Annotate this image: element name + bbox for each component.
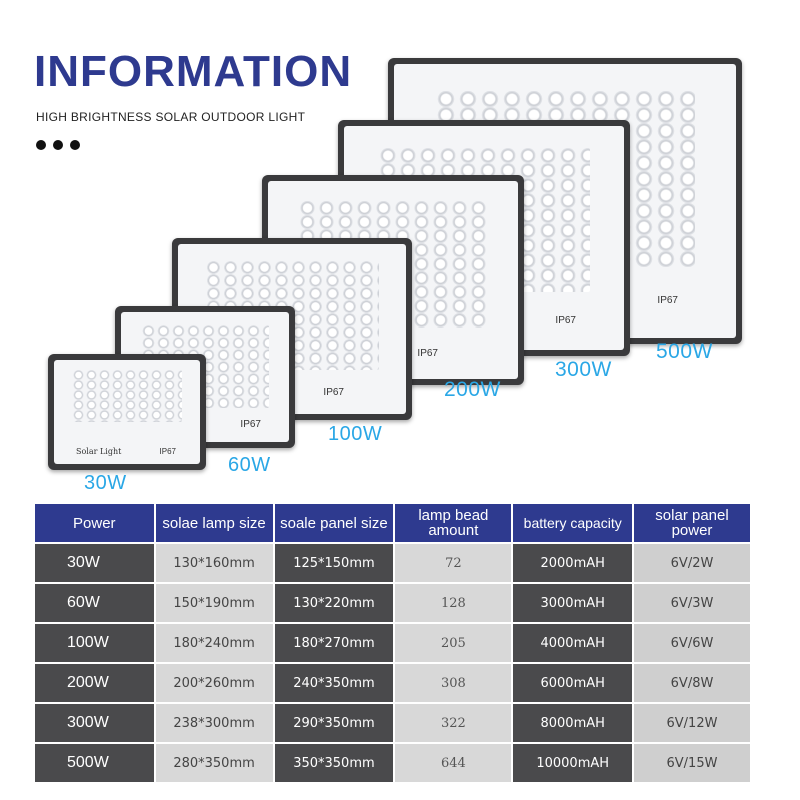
ip-rating: IP67 <box>323 387 344 398</box>
cell-power: 30W <box>35 544 154 582</box>
cell-power: 200W <box>35 664 154 702</box>
cell-battery: 3000mAH <box>513 584 632 622</box>
dot-icon <box>53 140 63 150</box>
dot-icon <box>70 140 80 150</box>
page-title: INFORMATION <box>34 47 353 96</box>
cell-battery: 6000mAH <box>513 664 632 702</box>
cell-power: 300W <box>35 704 154 742</box>
ip-rating: IP67 <box>159 447 176 456</box>
table-header-row <box>35 504 750 542</box>
cell-lamp-size: 280*350mm <box>156 744 273 782</box>
spec-table <box>33 502 752 784</box>
ip-rating: IP67 <box>240 419 261 430</box>
header-panel-size: soale panel size <box>275 504 394 542</box>
cell-power: 500W <box>35 744 154 782</box>
cell-panel-power: 6V/6W <box>634 624 750 662</box>
cell-power: 60W <box>35 584 154 622</box>
watt-label-300w: 300W <box>555 358 612 381</box>
cell-panel-size: 350*350mm <box>275 744 394 782</box>
table-row <box>35 744 750 782</box>
cell-battery: 2000mAH <box>513 544 632 582</box>
solar-light-label: Solar Light <box>76 447 122 456</box>
page-subtitle: HIGH BRIGHTNESS SOLAR OUTDOOR LIGHT <box>36 110 306 124</box>
cell-power: 100W <box>35 624 154 662</box>
lamp-30w <box>48 354 206 470</box>
cell-panel-power: 6V/3W <box>634 584 750 622</box>
cell-lamp-size: 238*300mm <box>156 704 273 742</box>
cell-panel-power: 6V/8W <box>634 664 750 702</box>
cell-bead-amount: 308 <box>395 664 511 702</box>
ip-rating: IP67 <box>555 315 576 326</box>
header-bead-amount: lamp bead amount <box>395 504 511 542</box>
header-battery: battery capacity <box>513 504 632 542</box>
cell-battery: 8000mAH <box>513 704 632 742</box>
cell-bead-amount: 205 <box>395 624 511 662</box>
decorative-dots <box>36 140 80 150</box>
header-panel-power: solar panel power <box>634 504 750 542</box>
cell-battery: 10000mAH <box>513 744 632 782</box>
cell-bead-amount: 322 <box>395 704 511 742</box>
cell-battery: 4000mAH <box>513 624 632 662</box>
watt-label-200w: 200W <box>444 378 501 401</box>
cell-lamp-size: 180*240mm <box>156 624 273 662</box>
cell-bead-amount: 128 <box>395 584 511 622</box>
table-row <box>35 544 750 582</box>
cell-bead-amount: 72 <box>395 544 511 582</box>
cell-lamp-size: 200*260mm <box>156 664 273 702</box>
table-row <box>35 584 750 622</box>
ip-rating: IP67 <box>657 295 678 306</box>
table-row <box>35 664 750 702</box>
header-power: Power <box>35 504 154 542</box>
dot-icon <box>36 140 46 150</box>
cell-panel-size: 180*270mm <box>275 624 394 662</box>
table-row <box>35 704 750 742</box>
cell-lamp-size: 130*160mm <box>156 544 273 582</box>
ip-rating: IP67 <box>417 348 438 359</box>
cell-panel-size: 130*220mm <box>275 584 394 622</box>
cell-lamp-size: 150*190mm <box>156 584 273 622</box>
cell-panel-size: 290*350mm <box>275 704 394 742</box>
cell-panel-power: 6V/2W <box>634 544 750 582</box>
cell-panel-power: 6V/15W <box>634 744 750 782</box>
table-row <box>35 624 750 662</box>
cell-panel-size: 240*350mm <box>275 664 394 702</box>
watt-label-500w: 500W <box>656 340 713 363</box>
watt-label-60w: 60W <box>228 454 271 476</box>
cell-panel-power: 6V/12W <box>634 704 750 742</box>
watt-label-30w: 30W <box>84 472 127 494</box>
cell-bead-amount: 644 <box>395 744 511 782</box>
cell-panel-size: 125*150mm <box>275 544 394 582</box>
header-lamp-size: solae lamp size <box>156 504 273 542</box>
watt-label-100w: 100W <box>328 423 383 445</box>
